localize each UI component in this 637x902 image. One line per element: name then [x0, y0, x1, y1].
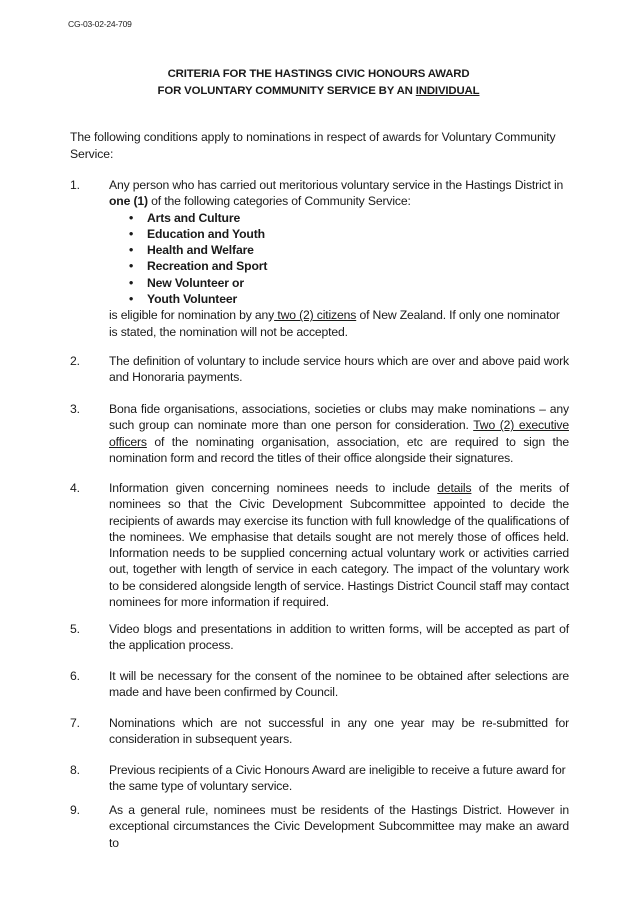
category-item: [109, 242, 569, 258]
intro-paragraph: The following conditions apply to nominations in respect of awards for Voluntary Community Service:: [70, 130, 556, 161]
criteria-item-5: [70, 621, 570, 654]
item-text: Video blogs and presentations in addition to written forms, will be accepted as part of the application process.: [109, 622, 569, 653]
category-item: [109, 291, 569, 307]
category-item: [109, 275, 569, 291]
item-text: of the following categories of Community Service:: [147, 194, 411, 209]
document-code: CG-03-02-24-709: [68, 19, 132, 29]
item-text: of the nominating organisation, association, etc are required to sign the nomination form and record the titles of their office alongside their signatures.: [109, 434, 569, 465]
category-label: Arts and Culture: [147, 210, 241, 225]
bullet-icon: •: [129, 243, 134, 258]
item-text-bold: one (1): [109, 194, 148, 209]
item-text: Previous recipients of a Civic Honours Award are ineligible to receive a future award for the same type of voluntary service.: [109, 763, 566, 794]
item-text: Bona fide organisations, associations, societies or clubs may make nominations – any such group can nominate more than one person for consideration.: [109, 402, 569, 433]
category-item: [109, 258, 569, 274]
bullet-icon: •: [129, 292, 134, 307]
item-body: [109, 177, 569, 340]
item-text-underlined: two (2) citizens: [274, 308, 357, 323]
category-label: Youth Volunteer: [147, 292, 238, 307]
item-text: As a general rule, nominees must be residents of the Hastings District. However in exceptional circumstances the Civic Development Subcommittee may make an award to: [109, 803, 569, 850]
criteria-item-9: [70, 802, 570, 851]
item-text: Information given concerning nominees needs to include: [109, 481, 438, 495]
title-line-2-text: FOR VOLUNTARY COMMUNITY SERVICE BY AN: [157, 84, 416, 97]
item-body: [109, 401, 569, 466]
title-underlined-word: INDIVIDUAL: [415, 84, 480, 97]
item-text: Any person who has carried out meritorious voluntary service in the Hastings District in: [109, 178, 564, 192]
item-text-underlined: Two (2) executive officers: [109, 418, 569, 449]
item-body: [109, 480, 569, 610]
item-text: of New Zealand. If only one nominator is stated, the nomination will not be accepted.: [109, 308, 560, 339]
item-text-underlined: details: [437, 481, 472, 495]
bullet-icon: •: [129, 226, 134, 241]
criteria-item-2: [70, 353, 570, 386]
bullet-icon: •: [129, 275, 134, 290]
item-number: 6.: [70, 669, 80, 683]
criteria-item-3: [70, 401, 570, 466]
criteria-item-6: [70, 668, 570, 701]
category-label: Health and Welfare: [147, 243, 254, 258]
category-label: Education and Youth: [147, 226, 265, 241]
item-number: 5.: [70, 622, 80, 636]
item-text: is eligible for nomination by any: [109, 308, 275, 323]
title-line-2: [0, 83, 637, 100]
criteria-item-1: [70, 177, 570, 340]
item-text: It will be necessary for the consent of the nominee to be obtained after selections are made and have been confirmed by Council.: [109, 669, 569, 700]
item-number: 1.: [70, 178, 80, 192]
item-number: 4.: [70, 481, 80, 495]
criteria-item-8: [70, 762, 570, 795]
category-label: Recreation and Sport: [147, 259, 268, 274]
category-label: New Volunteer or: [147, 275, 244, 290]
category-item: [109, 226, 569, 242]
item-number: 2.: [70, 354, 80, 368]
bullet-icon: •: [129, 210, 134, 225]
title-line-1: CRITERIA FOR THE HASTINGS CIVIC HONOURS AWARD: [167, 68, 470, 80]
category-list: [109, 210, 569, 308]
criteria-item-7: [70, 715, 570, 748]
criteria-item-4: [70, 480, 570, 610]
document-title: [0, 66, 637, 99]
item-text: of the merits of nominees so that the Civic Development Subcommittee appointed to decide the recipients of awards may exercise its function with full knowledge of the qualifications of the nominees. We emphasise that details sought are not merely those of offices held. Information needs to be supplied concerning actual voluntary work or activities carried out, together with length of service in each category. The impact of the voluntary work to be considered alongside length of service. Hastings District Council staff may contact nominees for more information if required.: [109, 481, 569, 610]
item-number: 7.: [70, 716, 80, 730]
item-number: 3.: [70, 402, 80, 416]
item-number: 9.: [70, 803, 80, 817]
item-text: Nominations which are not successful in any one year may be re-submitted for consideration in subsequent years.: [109, 716, 569, 747]
bullet-icon: •: [129, 259, 134, 274]
item-text: The definition of voluntary to include service hours which are over and above paid work and Honoraria payments.: [109, 354, 569, 385]
category-item: [109, 210, 569, 226]
item-number: 8.: [70, 763, 80, 777]
